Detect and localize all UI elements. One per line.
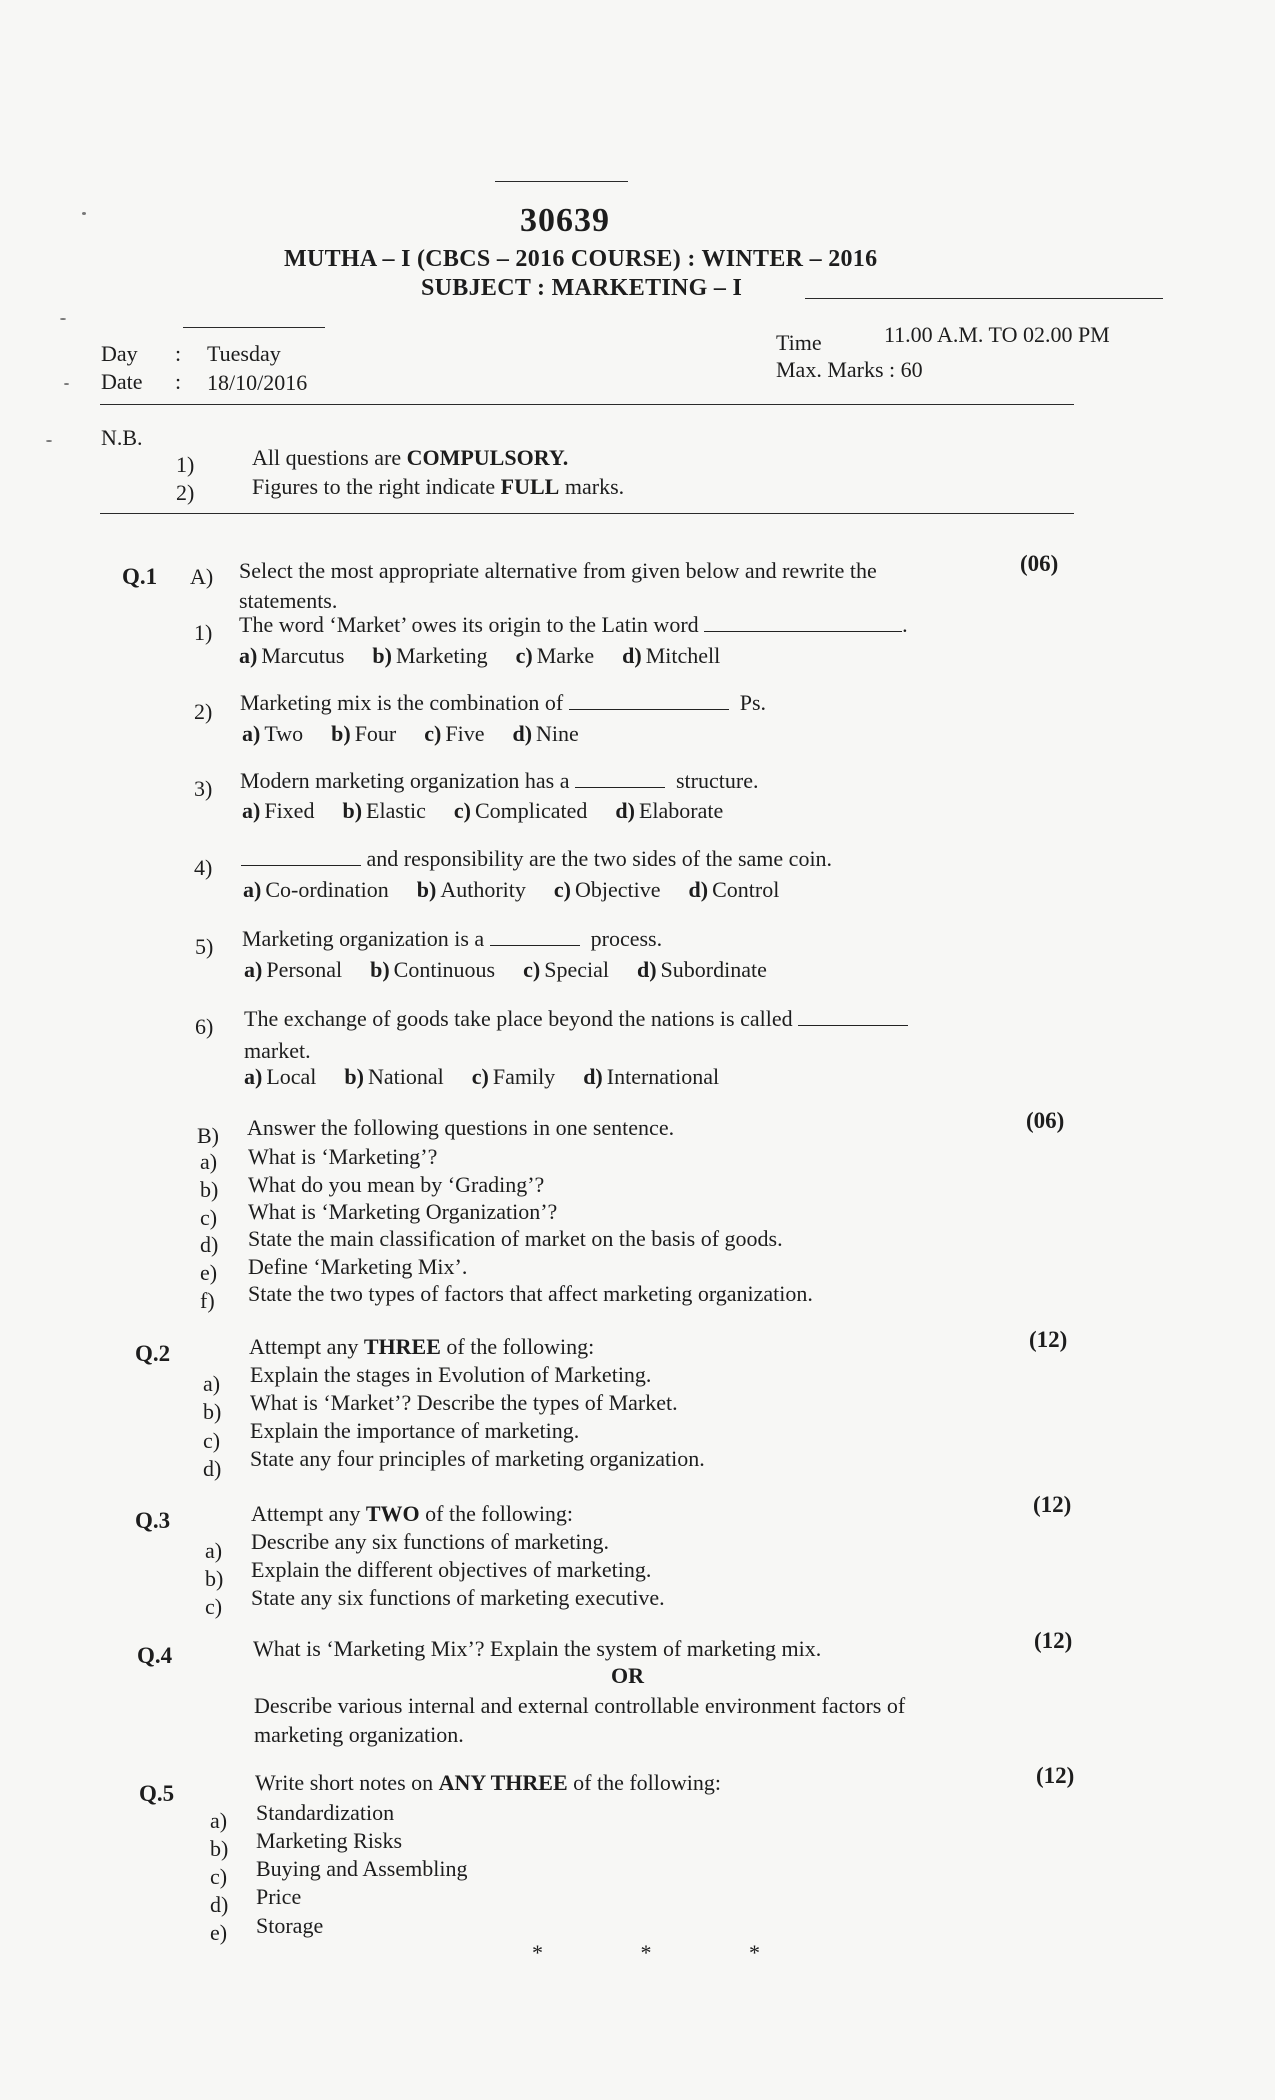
item-label: c) [210, 1864, 228, 1889]
meta-divider [100, 404, 1074, 405]
item-text: Describe any six functions of marketing. [251, 1529, 610, 1554]
max-marks: Max. Marks : 60 [776, 357, 923, 382]
question-instruction: Write short notes on ANY THREE of the following: [255, 1770, 721, 1795]
end-marker: * * * [532, 1940, 806, 1965]
mcq-number: 2) [194, 699, 213, 724]
scan-speck [60, 318, 66, 320]
or-separator: OR [611, 1663, 644, 1688]
date-label: Date [101, 369, 143, 394]
nb-label: N.B. [101, 425, 143, 450]
mcq-options: a) Co-ordination b) Authority c) Objective d) Control [243, 877, 780, 902]
subject-underline [805, 298, 1163, 299]
scan-speck [64, 383, 69, 385]
question-text: What is ‘Marketing Mix’? Explain the system of marketing mix. [253, 1636, 822, 1661]
marks: (12) [1036, 1763, 1075, 1788]
day-top-rule [183, 327, 325, 328]
mcq-options: a) Personal b) Continuous c) Special d) Subordinate [244, 957, 767, 982]
mcq-number: 3) [194, 776, 213, 801]
mcq-options: a) Local b) National c) Family d) International [244, 1064, 720, 1089]
marks: (06) [1026, 1108, 1065, 1133]
item-label: b) [210, 1836, 229, 1861]
item-label: c) [200, 1205, 218, 1230]
nb-num: 1) [176, 452, 195, 477]
item-label: d) [203, 1456, 222, 1481]
part-instruction: statements. [239, 588, 338, 613]
item-text: Price [256, 1884, 302, 1909]
top-rule [495, 181, 628, 182]
mcq-question: Marketing organization is a process. [242, 926, 663, 951]
item-text: What is ‘Market’? Describe the types of Market. [250, 1390, 678, 1415]
day-value: Tuesday [207, 341, 281, 366]
mcq-number: 5) [195, 934, 214, 959]
date-value: 18/10/2016 [207, 370, 308, 395]
mcq-question: The word ‘Market’ owes its origin to the Latin word . [239, 612, 908, 637]
item-text: Marketing Risks [256, 1828, 403, 1853]
item-text: What do you mean by ‘Grading’? [248, 1172, 545, 1197]
question-instruction: Attempt any THREE of the following: [249, 1334, 595, 1359]
part-label: B) [197, 1123, 219, 1148]
item-label: b) [203, 1399, 222, 1424]
item-text: Standardization [256, 1800, 395, 1825]
paper-code: 30639 [520, 202, 610, 239]
question-number: Q.4 [137, 1643, 173, 1668]
mcq-options: a) Fixed b) Elastic c) Complicated d) Elaborate [242, 798, 724, 823]
day-label: Day [101, 341, 138, 366]
item-label: e) [200, 1260, 218, 1285]
question-text: marketing organization. [254, 1722, 464, 1747]
item-label: b) [205, 1566, 224, 1591]
question-number: Q.5 [139, 1781, 175, 1806]
nb-instruction: All questions are COMPULSORY. [252, 445, 569, 470]
mcq-options: a) Marcutus b) Marketing c) Marke d) Mitchell [239, 643, 721, 668]
item-text: What is ‘Marketing Organization’? [248, 1199, 558, 1224]
item-label: e) [210, 1920, 228, 1945]
item-label: d) [210, 1892, 229, 1917]
marks: (06) [1020, 551, 1059, 576]
mcq-question-cont: market. [244, 1038, 311, 1063]
mcq-question: The exchange of goods take place beyond the nations is called [244, 1006, 908, 1032]
question-number: Q.2 [135, 1341, 171, 1366]
item-text: State any six functions of marketing executive. [251, 1585, 665, 1610]
nb-divider [100, 513, 1074, 514]
question-text: Describe various internal and external controllable environment factors of [254, 1693, 906, 1718]
item-label: c) [203, 1428, 221, 1453]
item-label: f) [200, 1288, 215, 1313]
date-sep: : [175, 369, 182, 394]
item-text: What is ‘Marketing’? [248, 1144, 438, 1169]
item-text: Buying and Assembling [256, 1856, 468, 1881]
question-number: Q.1 [122, 564, 158, 589]
item-text: Explain the importance of marketing. [250, 1418, 580, 1443]
mcq-number: 1) [194, 620, 213, 645]
question-instruction: Attempt any TWO of the following: [251, 1501, 574, 1526]
item-text: State the two types of factors that affect marketing organization. [248, 1281, 813, 1306]
item-label: d) [200, 1232, 219, 1257]
marks: (12) [1033, 1492, 1072, 1517]
marks: (12) [1034, 1628, 1073, 1653]
part-label: A) [190, 564, 214, 589]
scan-speck [82, 212, 86, 215]
item-text: Storage [256, 1913, 324, 1938]
part-instruction: Answer the following questions in one sentence. [247, 1115, 675, 1140]
item-text: State any four principles of marketing organization. [250, 1446, 705, 1471]
item-label: a) [203, 1371, 221, 1396]
marks: (12) [1029, 1327, 1068, 1352]
item-label: a) [210, 1808, 228, 1833]
nb-instruction: Figures to the right indicate FULL marks. [252, 474, 625, 499]
item-label: a) [200, 1149, 218, 1174]
day-sep: : [175, 341, 182, 366]
mcq-options: a) Two b) Four c) Five d) Nine [242, 721, 579, 746]
course-line: MUTHA – I (CBCS – 2016 COURSE) : WINTER – 2016 [284, 246, 878, 272]
part-instruction: Select the most appropriate alternative from given below and rewrite the [239, 558, 877, 583]
item-text: Define ‘Marketing Mix’. [248, 1254, 468, 1279]
mcq-number: 4) [194, 855, 213, 880]
item-text: Explain the stages in Evolution of Marketing. [250, 1362, 652, 1387]
question-number: Q.3 [135, 1508, 171, 1533]
item-text: State the main classification of market on the basis of goods. [248, 1226, 783, 1251]
time-label: Time [776, 330, 822, 355]
subject-line: SUBJECT : MARKETING – I [421, 275, 743, 301]
nb-num: 2) [176, 480, 195, 505]
item-label: a) [205, 1538, 223, 1563]
item-text: Explain the different objectives of marketing. [251, 1557, 652, 1582]
time-value: 11.00 A.M. TO 02.00 PM [884, 322, 1110, 347]
mcq-number: 6) [195, 1014, 214, 1039]
mcq-question: Modern marketing organization has a structure. [240, 768, 759, 793]
item-label: c) [205, 1594, 223, 1619]
scan-speck [46, 440, 52, 442]
mcq-question: and responsibility are the two sides of the same coin. [241, 846, 832, 872]
item-label: b) [200, 1177, 219, 1202]
mcq-question: Marketing mix is the combination of Ps. [240, 690, 767, 715]
